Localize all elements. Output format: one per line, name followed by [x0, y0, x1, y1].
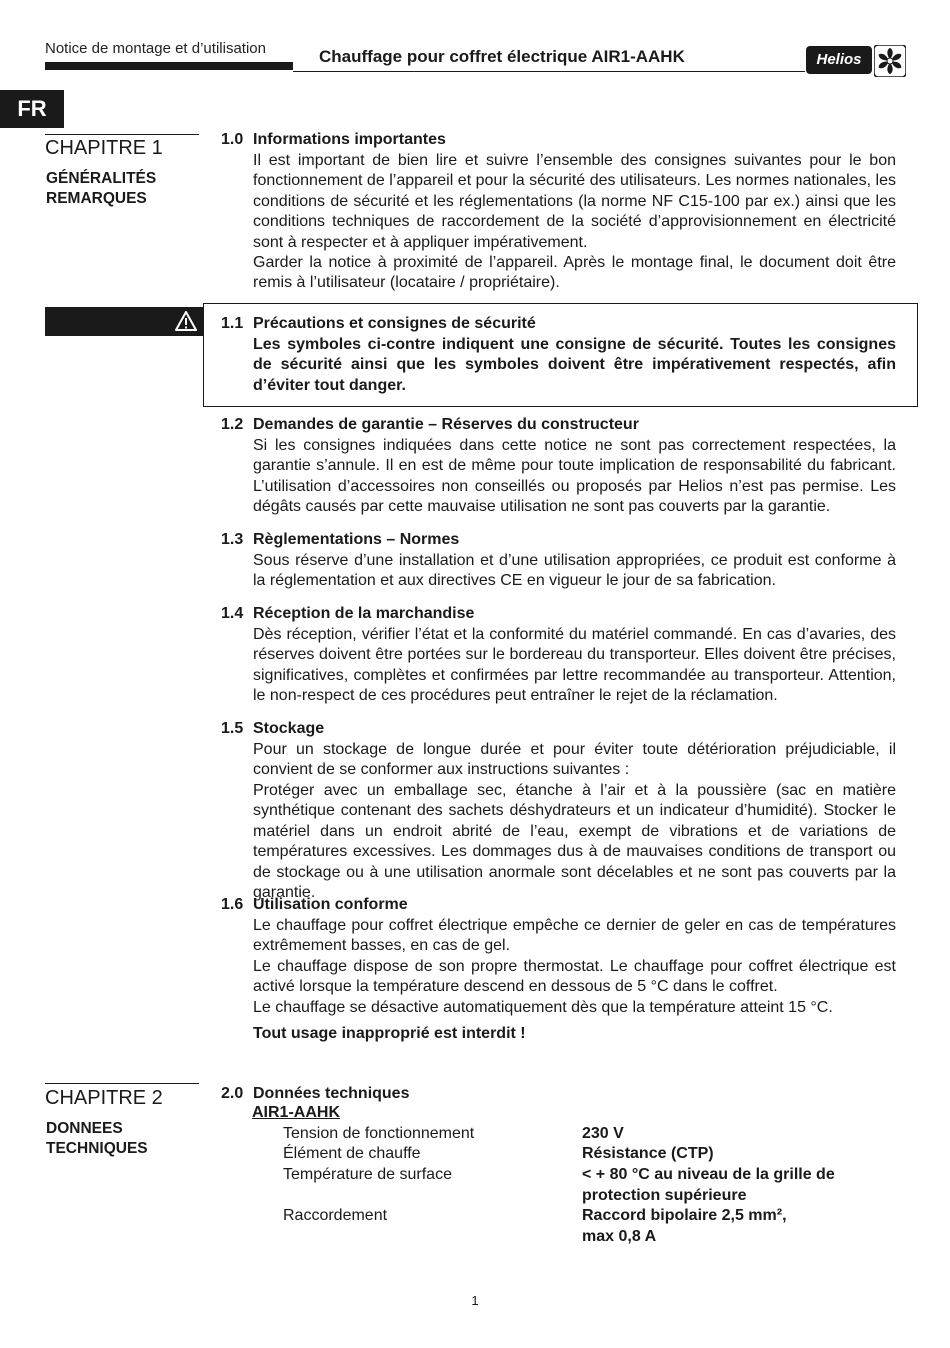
- section-number: 1.5: [221, 720, 244, 737]
- section-paragraph: Le chauffage dispose de son propre thermostat. Le chauffage pour coffret électrique est activé lorsque la température descend en dessous de 5 °C dans le coffret.: [253, 958, 896, 996]
- chapter1-rule: [45, 134, 199, 135]
- header-bar: [45, 62, 293, 70]
- language-tab: FR: [0, 90, 64, 128]
- spec-value-line: Raccord bipolaire 2,5 mm²,: [582, 1207, 787, 1224]
- warning-triangle-icon: [175, 311, 197, 331]
- section-paragraph: Pour un stockage de longue durée et pour éviter toute détérioration préjudiciable, il convient de se conformer aux instructions suivantes :: [253, 741, 896, 779]
- section-number: 1.4: [221, 605, 244, 622]
- section-title: Demandes de garantie – Réserves du constructeur: [253, 416, 639, 433]
- spec-label: Raccordement: [283, 1207, 388, 1224]
- spec-value-line: protection supérieure: [582, 1186, 747, 1204]
- chapter1-subtitle-line2: REMARQUES: [46, 190, 147, 207]
- page-number: 1: [471, 1293, 479, 1308]
- prohibition-note: Tout usage inapproprié est interdit !: [253, 1025, 526, 1042]
- spec-value-line: Résistance (CTP): [582, 1145, 714, 1162]
- helios-logo: [806, 44, 904, 78]
- spec-value: [582, 1124, 902, 1145]
- spec-value-line: < + 80 °C au niveau de la grille de: [582, 1166, 835, 1183]
- chapter2-rule: [45, 1083, 199, 1084]
- section-title: Informations importantes: [253, 131, 446, 148]
- section-number: 1.1: [221, 315, 244, 332]
- warning-bar: [45, 307, 203, 336]
- spec-value: [582, 1165, 902, 1206]
- section-title: Stockage: [253, 720, 325, 737]
- section-number: 1.3: [221, 531, 244, 548]
- spec-label: Température de surface: [283, 1166, 452, 1183]
- spec-value-line: 230 V: [582, 1125, 624, 1142]
- logo-text: Helios: [816, 51, 862, 68]
- section-title: Données techniques: [253, 1085, 410, 1102]
- product-title: Chauffage pour coffret électrique AIR1-AAHK: [319, 47, 685, 66]
- document-type-label: Notice de montage et d’utilisation: [45, 40, 266, 57]
- spec-value: [582, 1206, 902, 1247]
- model-name: AIR1-AAHK: [252, 1104, 340, 1121]
- section-paragraph: Le chauffage pour coffret électrique empêche ce dernier de geler en cas de températures extrêmement basses, en cas de gel.: [253, 917, 896, 955]
- fan-icon: [874, 45, 906, 77]
- section-paragraph: Sous réserve d’une installation et d’une utilisation appropriées, ce produit est conforme à la réglementation et aux directives CE en vigueur le jour de sa fabrication.: [253, 552, 896, 590]
- section-title: Précautions et consignes de sécurité: [253, 315, 536, 332]
- chapter1-subtitle: [46, 169, 156, 209]
- section-title: Utilisation conforme: [253, 896, 408, 913]
- section-title: Réception de la marchandise: [253, 605, 475, 622]
- spec-label: Tension de fonctionnement: [283, 1125, 475, 1142]
- chapter2-subtitle: [46, 1119, 148, 1159]
- section-paragraph: Si les consignes indiquées dans cette notice ne sont pas correctement respectées, la garantie s’annule. Il en est de même pour toute implication de responsabilité du fabricant. L’utilisation d’accessoires non conseillés ou proposés par Helios n’est pas permise. Les dégâts causés par cette mauvaise utilisation ne sont pas couverts par la garantie.: [253, 437, 896, 516]
- section-paragraph: Le chauffage se désactive automatiquement dès que la température atteint 15 °C.: [253, 999, 833, 1016]
- section-paragraph: Garder la notice à proximité de l’appareil. Après le montage final, le document doit être remis à l’utilisateur (locataire / propriétaire).: [253, 254, 896, 292]
- spec-value-line: max 0,8 A: [582, 1227, 657, 1245]
- safety-paragraph: Les symboles ci-contre indiquent une consigne de sécurité. Toutes les consignes de sécurité ainsi que les symboles doivent être impérativement respectés, afin d’éviter tout danger.: [253, 336, 896, 394]
- section-number: 1.2: [221, 416, 244, 433]
- section-number: 1.0: [221, 131, 244, 148]
- section-paragraph: Protéger avec un emballage sec, étanche à l’air et à la poussière (sac en matière synthétique contenant des sachets déshydrateurs et un indicateur d’humidité). Stocker le matériel dans un endroit abrité de l’eau, exempt de vibrations et de variations de températures excessives. Les dommages dus à de mauvaises conditions de transport ou de stockage ou à une utilisation anormale sont décelables et ne sont pas couverts par la garantie.: [253, 782, 896, 902]
- spec-value: [582, 1144, 902, 1165]
- chapter1-title: CHAPITRE 1: [45, 137, 163, 159]
- chapter2-subtitle-line1: DONNEES: [46, 1120, 123, 1137]
- section-number: 2.0: [221, 1085, 244, 1102]
- section-paragraph: Dès réception, vérifier l’état et la conformité du matériel commandé. En cas d’avaries, des réserves doivent être portées sur le bordereau du transporteur. Elles doivent être précises, significatives, complètes et confirmées par lettre recommandée au transporteur. Attention, le non-respect de ces procédures peut entraîner le rejet de la réclamation.: [253, 626, 896, 705]
- chapter2-subtitle-line2: TECHNIQUES: [46, 1140, 148, 1157]
- chapter1-subtitle-line1: GÉNÉRALITÉS: [46, 170, 157, 187]
- section-paragraph: Il est important de bien lire et suivre l’ensemble des consignes suivantes pour le bon fonctionnement de l’appareil et pour la sécurité des utilisateurs. Les normes nationales, les conditions de sécurité et les réglementations (la norme NF C15-100 par ex.) ainsi que les conditions techniques de raccordement de la société d’approvisionnement en électricité sont à respecter et à appliquer impérativement.: [253, 152, 896, 251]
- header-rule: [293, 71, 805, 72]
- section-number: 1.6: [221, 896, 244, 913]
- spec-label: Élément de chauffe: [283, 1145, 421, 1162]
- section-title: Règlementations – Normes: [253, 531, 460, 548]
- chapter2-title: CHAPITRE 2: [45, 1087, 163, 1109]
